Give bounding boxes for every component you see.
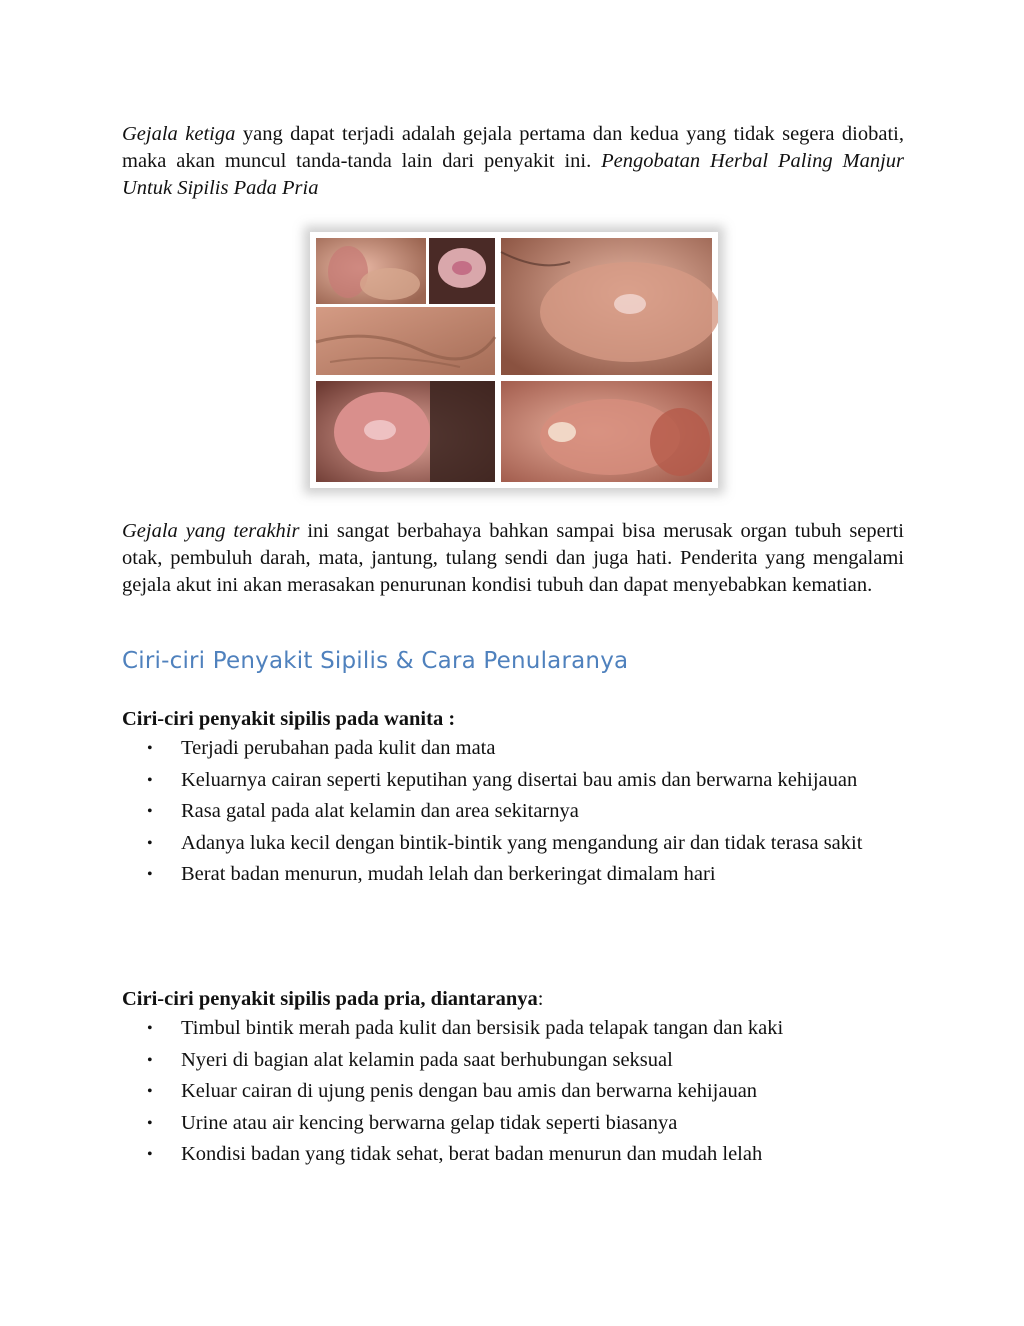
list-item-text: Rasa gatal pada alat kelamin dan area sekitarnya xyxy=(181,800,579,822)
men-heading-colon: : xyxy=(537,988,544,1010)
italic-link-text: Pengobatan Herbal Paling Manjur Untuk Sipilis Pada Pria xyxy=(122,150,904,199)
list-item xyxy=(122,796,904,828)
list-item xyxy=(122,765,904,797)
list-item-text: Terjadi perubahan pada kulit dan mata xyxy=(181,737,496,759)
list-item-text: Berat badan menurun, mudah lelah dan berkeringat dimalam hari xyxy=(181,863,716,885)
bullet-icon: • xyxy=(147,771,153,789)
medical-photo-collage-icon xyxy=(310,232,718,488)
paragraph-body: ini sangat berbahaya bahkan sampai bisa merusak organ tubuh seperti otak, pembuluh darah, mata, jantung, tulang sendi dan juga hati. Penderita yang mengalami gejala akut ini akan merasakan penurunan kondisi tubuh dan dapat menyebabkan kematian. xyxy=(122,520,904,596)
paragraph-final-symptom xyxy=(122,518,904,599)
list-item-text: Nyeri di bagian alat kelamin pada saat berhubungan seksual xyxy=(181,1048,673,1071)
italic-lead: Gejala ketiga xyxy=(122,123,236,145)
bullet-icon: • xyxy=(147,1083,153,1100)
list-item xyxy=(122,733,904,765)
list-item-text: Kondisi badan yang tidak sehat, berat badan menurun dan mudah lelah xyxy=(181,1143,763,1165)
section-heading: Ciri-ciri Penyakit Sipilis & Cara Penularanya xyxy=(122,648,629,674)
bullet-icon: • xyxy=(147,1114,153,1132)
men-symptoms-heading xyxy=(122,986,543,1013)
list-item-text: Keluar cairan di ujung penis dengan bau amis dan berwarna kehijauan xyxy=(181,1080,758,1102)
bullet-icon: • xyxy=(147,803,153,820)
list-item xyxy=(122,1108,904,1140)
paragraph-third-symptom xyxy=(122,121,904,202)
men-symptoms-list xyxy=(122,1013,904,1171)
bullet-icon: • xyxy=(147,1146,153,1163)
list-item-text: Urine atau air kencing berwarna gelap tidak seperti biasanya xyxy=(181,1111,678,1134)
list-item xyxy=(122,828,904,860)
bullet-icon: • xyxy=(147,1051,153,1069)
symptom-photo-collage xyxy=(310,232,718,488)
women-symptoms-heading: Ciri-ciri penyakit sipilis pada wanita : xyxy=(122,708,456,730)
list-item xyxy=(122,1139,904,1171)
bullet-icon: • xyxy=(147,866,153,883)
bullet-icon: • xyxy=(147,834,153,852)
list-item xyxy=(122,1076,904,1108)
women-symptoms-list xyxy=(122,733,904,891)
list-item xyxy=(122,1045,904,1077)
men-heading-text: Ciri-ciri penyakit sipilis pada pria, diantaranya xyxy=(122,988,538,1010)
paragraph-body: yang dapat terjadi adalah gejala pertama dan kedua yang tidak segera diobati, maka akan muncul tanda-tanda lain dari penyakit ini. xyxy=(122,123,904,172)
list-item xyxy=(122,859,904,891)
bullet-icon: • xyxy=(147,740,153,757)
list-item-text: Timbul bintik merah pada kulit dan bersisik pada telapak tangan dan kaki xyxy=(181,1017,784,1039)
list-item xyxy=(122,1013,904,1045)
list-item-text: Keluarnya cairan seperti keputihan yang disertai bau amis dan berwarna kehijauan xyxy=(181,768,858,791)
bullet-icon: • xyxy=(147,1020,153,1037)
italic-lead: Gejala yang terakhir xyxy=(122,520,300,542)
list-item-text: Adanya luka kecil dengan bintik-bintik yang mengandung air dan tidak terasa sakit xyxy=(181,831,863,854)
